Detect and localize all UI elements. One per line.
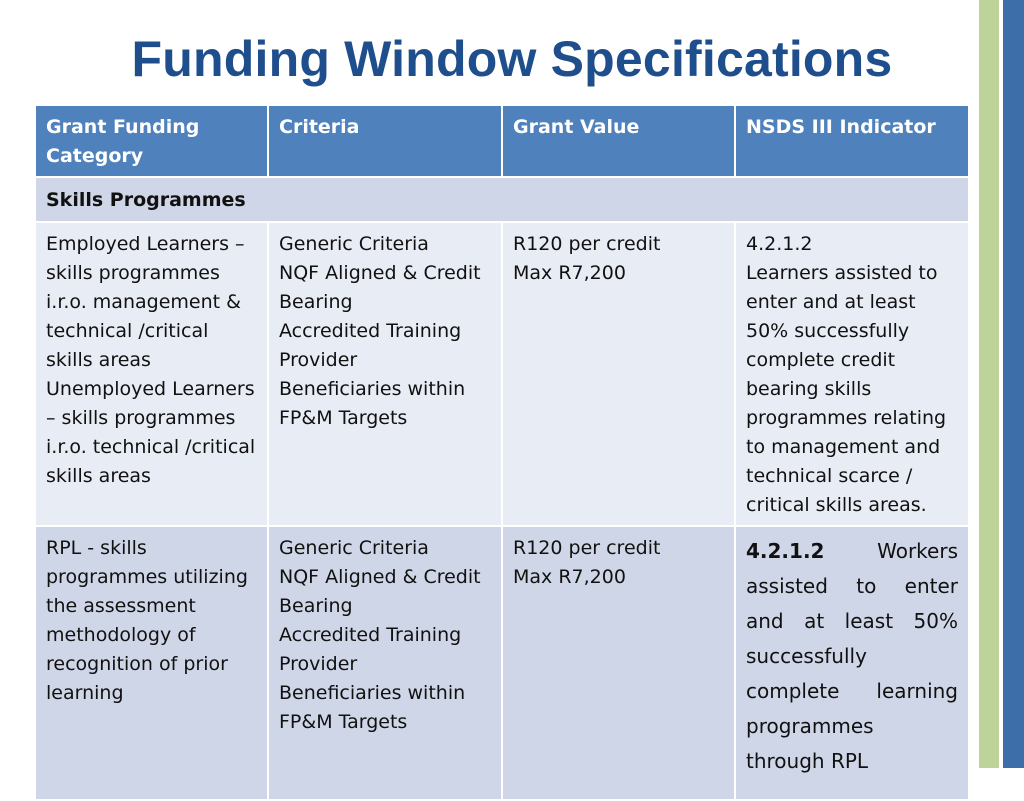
category-cell <box>35 222 268 526</box>
indicator-code: 4.2.1.2 <box>746 539 825 563</box>
category-text: Employed Learners – skills programmes i.r.o. management & technical /critical skills areas <box>46 233 245 371</box>
criteria-text: Generic Criteria <box>279 233 429 255</box>
criteria-text: Beneficiaries within FP&M Targets <box>279 682 466 733</box>
indicator-cell <box>735 222 969 526</box>
funding-table <box>34 104 970 801</box>
criteria-text: NQF Aligned & Credit Bearing <box>279 262 481 313</box>
criteria-cell <box>268 222 502 526</box>
value-text: Max R7,200 <box>513 566 626 588</box>
criteria-text: Accredited Training Provider <box>279 320 462 371</box>
category-cell <box>35 526 268 800</box>
category-text: RPL - skills programmes utilizing the assessment methodology of recognition of prior learning <box>46 537 248 704</box>
accent-bar-green <box>979 0 999 768</box>
value-text: R120 per credit <box>513 537 661 559</box>
value-cell <box>502 222 735 526</box>
header-criteria: Criteria <box>268 105 502 177</box>
indicator-text: Workers assisted to enter and at least 50% successfully complete learning programmes through RPL <box>746 539 958 773</box>
value-cell <box>502 526 735 800</box>
criteria-text: Accredited Training Provider <box>279 624 462 675</box>
indicator-cell <box>735 526 969 800</box>
criteria-cell <box>268 526 502 800</box>
accent-bar-blue <box>1003 0 1024 768</box>
section-label: Skills Programmes <box>35 177 969 222</box>
table-row <box>35 222 969 526</box>
header-nsds-indicator: NSDS III Indicator <box>735 105 969 177</box>
indicator-text: Learners assisted to enter and at least 50% successfully complete credit bearing skills programmes relating to management and technical scarce / critical skills areas. <box>746 262 947 516</box>
section-row <box>35 177 969 222</box>
criteria-text: Generic Criteria <box>279 537 429 559</box>
criteria-text: Beneficiaries within FP&M Targets <box>279 378 466 429</box>
table-row <box>35 526 969 800</box>
header-grant-value: Grant Value <box>502 105 735 177</box>
header-grant-funding-category: Grant Funding Category <box>35 105 268 177</box>
indicator-code: 4.2.1.2 <box>746 233 813 255</box>
category-text: Unemployed Learners – skills programmes i.r.o. technical /critical skills areas <box>46 378 256 487</box>
value-text: Max R7,200 <box>513 262 626 284</box>
criteria-text: NQF Aligned & Credit Bearing <box>279 566 481 617</box>
header-row <box>35 105 969 177</box>
slide-title: Funding Window Specifications <box>131 31 893 87</box>
value-text: R120 per credit <box>513 233 661 255</box>
indicator-paragraph <box>746 534 958 784</box>
